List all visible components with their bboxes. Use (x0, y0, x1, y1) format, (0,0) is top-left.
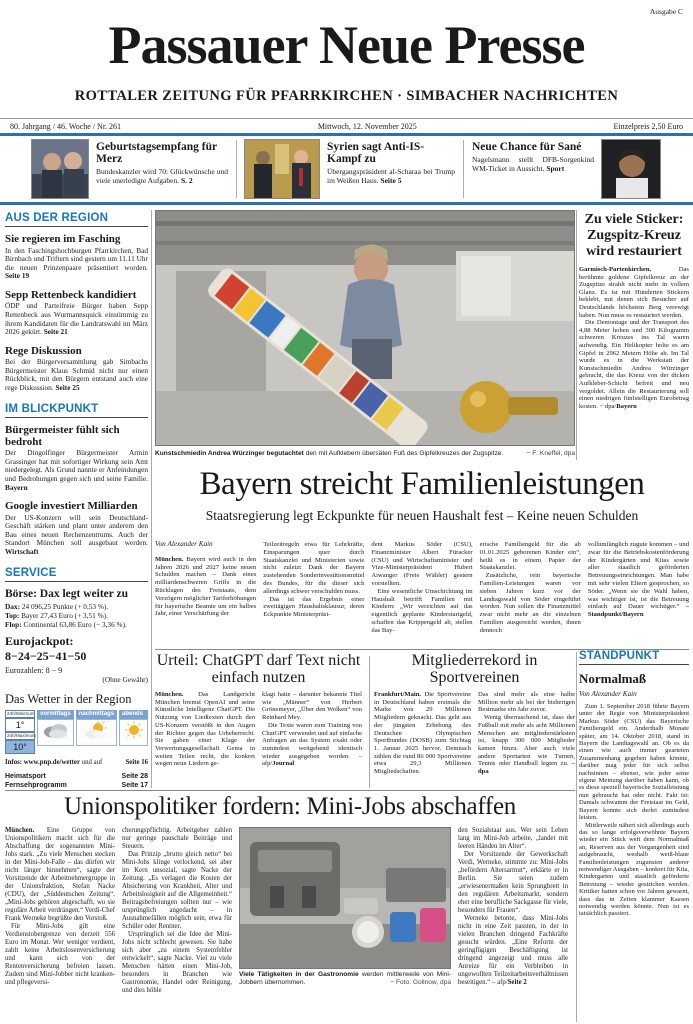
region-item (5, 345, 148, 393)
article-headline: Unionspolitiker fordern: Mini-Jobs abschaffen (64, 793, 516, 820)
main-photo (155, 210, 575, 446)
weather-box (5, 710, 148, 754)
teaser-syrien (323, 138, 459, 200)
min-value: 1° (5, 718, 35, 732)
disclaimer: (Ohne Gewähr) (102, 674, 148, 684)
boerse-title: Börse: Dax legt weiter zu (5, 587, 129, 600)
byline: Von Alexander Kain (155, 541, 213, 548)
caption-bold: Viele Tätigkeiten in der Gastronomie (239, 971, 359, 978)
dax-line (5, 602, 148, 611)
masthead-title: Passauer Neue Presse (108, 15, 585, 75)
standpunkt-title: Normalmaß (579, 671, 647, 686)
main-article-body (155, 541, 689, 649)
article-text: Die Sportvereine in Deutschland haben erstmals die Marke von 29 Millionen Mitgliedern geknackt. Das geht aus der jüngsten Erhebung des Deutschen Olympischen Sportbundes (DOSB) zum Stichtag 1. Januar 2025 hervor. Demnach zählen die rund 86 000 Sportvereine etwa 29,3 Millionen Mitgliedschaften. (374, 691, 471, 776)
teaser-text: Übergangspräsident al-Scharaa bei Trump im Weißen Haus. (327, 167, 455, 185)
section-heading-region: AUS DER REGION (5, 212, 148, 227)
info-label: Infos: (5, 758, 22, 766)
column-rule (369, 656, 370, 788)
masthead-subtitle: ROTTALER ZEITUNG FÜR PFARRKIRCHEN · SIMBACHER NACHRICHTEN (74, 88, 619, 104)
column-rule (576, 210, 577, 460)
page-ref: S. 2 (180, 176, 193, 185)
flop-value: Continental 63,86 Euro (− 3,36 %). (23, 619, 127, 629)
gastronomy-photo (239, 827, 451, 969)
article-headline: Zu viele Sticker: Zugspitz-Kreuz wird restauriert (584, 212, 684, 259)
article-text: vollumfänglich zugute kommen – und zwar für die Betriebskostenförderung der Kindergärten und Kitas sowie aller staatlich geförderten Betreuungseinrichtungen. Man habe mit sehr vielen Eltern gesprochen, so Söder. „Wenn sie die Wahl haben, was wichtiger ist, ist die Betreuung einfach auf Dauer wichtiger.“ (587, 541, 689, 611)
page-ref: Seite 21 (43, 327, 68, 337)
photo-credit: − F: Kneffel, dpa (526, 450, 575, 457)
index-block (5, 772, 148, 790)
caption-text: werden mittlerweile von Mini-Jobbern übernommen. (239, 971, 451, 986)
teaser-title: Neue Chance für Sané (472, 141, 582, 153)
main-subhead: Staatsregierung legt Eckpunkte für neuen Haushalt fest – Keine neuen Schulden (205, 508, 639, 523)
article-text: Zusätzliche, rein bayerische Familien-Leistungen waren vor sieben Jahren kurz vor der Landtagswahl von Söder eingeführt worden. Nun sollen die Finanzmittel zwar nicht mehr an die einzelnen Familien ausgereicht werden, ihnen dennoch (479, 572, 581, 634)
issue-info: 80. Jahrgang / 46. Woche / Nr. 261 (10, 122, 122, 131)
item-title: Sie regieren im Fasching (5, 233, 121, 245)
caption-text: den mit Aufklebern übersäten Fuß des Gipfelkreuzes der Zugspitze. (305, 450, 504, 457)
dateline (0, 118, 693, 131)
article-text: Teilzeitregeln etwa für Lehrkräfte, Einsparungen quer durch Staatskanzlei und Ministerien sowie nicht zuletzt Dank der Bayern zustehenden Sonderinvestitionsmittel des Bundes, für die dieser sich allerdings schwer verschulden muss. (263, 541, 365, 595)
dateline-lead: Garmisch-Partenkirchen. (579, 266, 652, 273)
cloud-icon (42, 721, 68, 744)
teaser-text: Bundeskanzler wird 70: Glückwünsche und viele unerledigte Aufgaben. (96, 167, 228, 185)
sun-icon (124, 721, 144, 744)
teaser-separator (236, 140, 237, 198)
page-ref: Seite 17 (121, 781, 148, 789)
signature-bold: Seite 2 (507, 979, 527, 986)
teaser-merz (92, 138, 232, 200)
teaser-title: Geburtstagsempfang für Merz (96, 141, 217, 165)
article-text: Eine Gruppe von Unionspolitikern macht sich für die Abschaffung der sogenannten Mini-Jobs stark. „Zu viele Menschen stecken in der Mini-Job-Falle – das dürfen wir nicht länger hinnehmen“, sagte der Vorsitzende der Arbeitnehmergruppe in der Unionsfraktion, Stefan Nacke (CDU), der „Süddeutschen Zeitung“. „Mini-Jobs gehören abgeschafft, wo sie reguläre Arbeit verdrängen.“ Verdi-Chef Frank Werneke begrüßte den Vorstoß. (5, 827, 115, 922)
sun-cloud-icon (83, 721, 109, 744)
section-heading-blickpunkt: IM BLICKPUNKT (5, 403, 148, 418)
sticker-article (579, 212, 689, 410)
teaser-rule (0, 202, 693, 205)
page-ref: Seite 25 (55, 383, 80, 393)
article-text: Für Mini-Jobs gilt eine Verdienstobergrenze von derzeit 556 Euro im Monat. Wer weniger verdient, zahlt keine Arbeitslosenversicherung und kann sich von der Rentenversicherung befreien lassen. Zudem sind Mini-Jobber nicht kranken- und pflegeversi- (5, 923, 115, 986)
chatgpt-article (155, 652, 362, 790)
index-row (5, 781, 148, 790)
main-photo-caption (155, 450, 575, 457)
index-label: Fernsehprogramm (5, 781, 67, 789)
article-text: dent Markus Söder (CSU), Finanzminister Albert Füracker (CSU) und Wirtschaftsminister und Vize-Ministerpräsident Hubert Aiwanger (Freie Wähler) gestern vorstellten. (371, 541, 473, 587)
section-heading-standpunkt: STANDPUNKT (579, 650, 689, 665)
weather-col-label: nachmittags (76, 710, 117, 719)
article-text: Das Landgericht München bremst OpenAI und seine Künstliche Intelligenz ChatGPT. Die Nutzung von Liedtexten durch den US-Konzern verstößt in den Augen der Richter gegen das Urheberrecht. Sie gaben einer Klage der Verwertungsgesellschaft Gema in weiten Teilen recht, die konkret wegen neun Liedern ge- (155, 691, 255, 768)
article-text: Die Demontage und der Transport des 4,88 Meter hohen und 300 Kilogramm schweren Kreuzes ins Tal waren aufwendig. Ein Helikopter holte es am Gipfel in 2962 Metern Höhe ab. Im Tal wurde es in die Werkstatt der Kunstschmiedin Andrea Würzinger gebracht, die das Kreuz von der dicken Aufkleber-Schicht befreit und neu vergoldet. Allein die Restaurierung soll einen niedrigen fünfstelligen Eurobetrag kosten. (579, 319, 689, 410)
top-label: Top: (5, 610, 20, 620)
weather-col-label: vormittags (37, 710, 74, 719)
blickpunkt-item (5, 500, 148, 556)
item-text: Bei der Bürgerversammlung gab Simbachs Bürgermeister Klaus Schmid nicht nur einen Rückblick, mit den Bürgern entstand auch eine rege Diskussion. (5, 357, 148, 393)
signature-bold: – dpa (478, 760, 575, 776)
signature-bold: Bayern (616, 402, 637, 410)
dax-value: 24 096,25 Punkte (+ 0,53 %). (21, 601, 109, 611)
signature: – afp/ (262, 752, 362, 768)
header-rule (0, 133, 693, 136)
date-info: Mittwoch, 12. November 2025 (317, 122, 417, 131)
article-text: Das sind mehr als eine halbe Million mehr als bei der bisherigen Bestmarke ein Jahr zuvor. (478, 691, 575, 714)
item-text: Der US-Konzern will sein Deutschland-Geschäft stärken und plant unter anderem den Bau eines neuen Rechenzentrums. Auch der Standort München soll ausgebaut werden. (5, 512, 148, 548)
minijob-photo-block (239, 827, 451, 995)
signature: – afp/ (491, 979, 508, 986)
page-ref: Seite 5 (380, 176, 402, 185)
main-headline: Bayern streicht Familienleistungen (199, 466, 645, 502)
section-rule (5, 790, 575, 791)
article-text: Zum 1. September 2018 führte Bayern unter der Regie von Ministerpräsident Markus Söder (CSU) das Bayerische Familiengeld ein. Anderthalb Monate später, am 14. Oktober 2018, stand in Bayern die Landtagswahl an. Ob es da einen wie auch immer gearteten Zusammenhang gegeben haben könnte, darüber mag jeder für sich selbst nachsinnen – ebenso, wie jeder seine eigene Meinung darüber haben kann, ob es diese speziell bayerische Sozialleistung nun gebraucht hat oder nicht. Fakt ist: Damals schwamm der Freistaat im Geld, Bayern konnte sich derlei zumindest leisten. (579, 703, 689, 822)
byline: Von Alexander Kain (579, 690, 637, 698)
article-text: Das Prinzip „brutto gleich netto“ bei Mini-Jobs klinge verlockend, sei aber im Kern unsozial, sagte Nacke der Zeitung. „Es verlagert die Kosten der Absicherung von Krankheit, Alter und Arbeitslosigkeit auf die Allgemeinheit.“ Beitragsbefreiungen sollten nur – wie ursprünglich angedacht – in Ausnahmefällen möglich sein, etwa für Schüler oder Rentner. (122, 851, 232, 930)
page-ref: Bayern (5, 482, 28, 492)
flop-line (5, 620, 148, 629)
signature: − dpa/ (599, 402, 617, 410)
dateline-lead: München. (155, 555, 184, 563)
teaser-separator (463, 140, 464, 198)
weather-col-evening (119, 710, 148, 754)
dax-label: Dax: (5, 601, 20, 611)
article-text: klagt hatte – darunter bekannte Titel wie „Männer“ von Herbert Grönemeyer, „Über den Wolken“ von Reinhard Mey. (262, 691, 362, 722)
page-ref: Seite 19 (5, 271, 30, 281)
dateline-lead: Frankfurt/Main. (374, 691, 422, 698)
article-text: Wenig überraschend ist, dass der Fußball mit mehr als acht Millionen Menschen am mitgliederstärksten ist, knapp 300 000 Mitglieder kamen hinzu. Aber auch viele andere Sportarten wie Turnen, Tennis oder Handball legten zu. (478, 714, 575, 768)
article-text: cherungspflichtig. Arbeitgeber zahlen nur geringe pauschale Beiträge und Steuern. (122, 827, 232, 850)
sport-article (374, 652, 575, 790)
article-text: den Sozialstaat aus. Wer sein Leben lang im Mini-Job arbeite, „landet mit leeren Händen im Alter“. (458, 827, 568, 850)
signature-bold: – Standpunkt/Bayern (587, 603, 689, 619)
page-ref: Seite 28 (121, 772, 148, 780)
page-ref: Seite 16 (125, 758, 148, 766)
region-item (5, 233, 148, 281)
item-title: Rege Diskussion (5, 344, 82, 357)
eurojackpot: Eurojackpot: 8−24−25−41−50 (5, 633, 87, 663)
index-label: Heimatsport (5, 772, 46, 780)
article-text: Die Texte waren zum Training von ChatGPT verwendet und auf einfache Anfragen an das System exakt oder zumindest weitgehend identisch wieder ausgegeben worden. (262, 721, 362, 760)
column-rule (151, 210, 152, 788)
weather-title: Das Wetter in der Region (5, 691, 132, 706)
article-text: Das berühmte goldene Gipfelkreuz an der Zugspitze strahlt nicht mehr in vollem Glanz. Es ist mit Hunderten Stickern beklebt, mit denen sich Besucher auf Deutschlands höchstem Berg verewigt haben. Nun muss es restauriert werden. (579, 266, 689, 319)
article-text: erische Familiengeld für die ab 01.01.2025 geborenen Kinder ein“, heißt es in einem Papier der Staatskanzlei. (479, 541, 581, 572)
weather-info-line (5, 759, 148, 766)
photo-caption (239, 971, 451, 987)
article-headline: Mitgliederrekord in Sportvereinen (411, 652, 538, 686)
weather-col-morning (37, 710, 74, 754)
minijob-article (5, 793, 575, 1022)
teaser-text: Nagelsmann stellt DFB-Sorgenkind WM-Ticket in Aussicht. (472, 155, 594, 173)
article-text: Der Vorsitzende der Gewerkschaft Verdi, Werneke, stimmte zu: Mini-Jobs „befördern Altersarmut“, erklärte er in Berlin. Sie seien zudem „erwiesenermaßen kein Sprungbrett in den regulären Arbeitsmarkt, sondern eher eine berufliche Sackgasse für viele, besonders für Frauen“. (458, 851, 568, 914)
article-text: Werneke betonte, dass Mini-Jobs nicht in eine Zeit passten, in der in vielen Branchen dringend Fachkräfte gesucht würden. „Eine Reform der geringfügigen Beschäftigung ist dringend angezeigt und muss alle Anreize für ein Verbleiben in ungewollten Teilzeitarbeitsverhältnissen beseitigen.“ (458, 915, 568, 986)
item-title: Google investiert Milliarden (5, 500, 138, 513)
article-text: Eine wesentliche Umschichtung im Haushalt betrifft Familien mit Kindern: „Wir verzichten auf das eigentlich geplante Kinderstartgeld, schaffen das Krippengeld ab, stellen das Bay- (371, 587, 473, 634)
item-title: Bürgermeister fühlt sich bedroht (5, 423, 120, 448)
column-rule (576, 652, 577, 1022)
eurozahlen: Eurozahlen: 8 − 9 (5, 665, 63, 675)
standpunkt-column (579, 650, 689, 1022)
edition-label: Ausgabe C (649, 7, 683, 16)
index-row (5, 772, 148, 781)
weather-col-afternoon (76, 710, 117, 754)
flop-label: Flop: (5, 619, 22, 629)
top-line (5, 611, 148, 620)
article-text: Das ist das Ergebnis einer zweitägigen Haushaltsklausur, deren Eckpunkte Ministerpräsi- (263, 595, 365, 619)
article-text: Ursprünglich sei die Idee der Mini-Jobs nicht schlecht gewesen. Sie habe sich aber „zu einem Systemfehler entwickelt“, sagte Nacke. Viel zu viele Menschen hätten einen Mini-Job, besonders in Branchen wie Gastronomie, Handel oder Reinigung, und dies höhle (122, 931, 232, 994)
item-text: ÖDP und Parteifreie Bürger haben Sepp Rettenbeck aus Wurmannsquick einstimmig zu ihrem Kandidaten für die Landratswahl im März 2026 gekürt. (5, 301, 148, 337)
max-label: 24h/Maximum (7, 733, 36, 739)
left-sidebar (5, 212, 148, 790)
section-heading-service: SERVICE (5, 567, 148, 582)
weather-url: www.pnp.de/wetter (23, 758, 80, 766)
price-info: Einzelpreis 2,50 Euro (613, 122, 683, 131)
article-headline: Urteil: ChatGPT darf Text nicht einfach nutzen (156, 652, 361, 686)
teaser-title: Syrien sagt Anti-IS-Kampf zu (327, 141, 425, 165)
teaser-photo-syrien (244, 139, 320, 199)
item-text: In den Faschingshochburgen Pfarrkirchen, Bad Birnbach und Triftern sind gestern um 11.11 Uhr die neuen Prinzenpaare präsentiert worden. (5, 245, 148, 272)
teaser-photo-merz (31, 139, 89, 199)
min-label: 24h/Minimum (7, 711, 35, 717)
blickpunkt-item (5, 424, 148, 492)
page-ref: Sport (546, 164, 565, 173)
signature-bold: Journal (272, 760, 295, 768)
article-text: Bayern wird auch in den Jahren 2026 und 2027 keine neuen Schulden machen – Dank eines milliardenschweren Griffs in die Rücklagen des Freistaats, dem Verzögern möglicher Tariferhöhungen für bayerische Beamte um ein halbes Jahr, einer Verschärfung der (155, 555, 257, 618)
main-article-head (155, 468, 689, 524)
teaser-photo-sane (601, 139, 661, 199)
dateline-lead: München. (155, 691, 184, 698)
weather-col-label: abends (119, 710, 148, 719)
item-title: Sepp Rettenbeck kandidiert (5, 288, 137, 301)
teaser-sane (468, 138, 598, 200)
region-item (5, 289, 148, 337)
photo-credit: − Foto: Gollnow, dpa (390, 979, 451, 986)
article-text: Mittlerweile nähert sich allerdings auch das so lange erfolgsverwöhnte Bayern wieder ein Stück weit dem Normalmaß an, Reserven aus der Vergangenheit sind aufgebraucht, weshalb weiß-blaue Familienleistungen zugunsten anderer notwendiger Ausgaben – konkret für Kita, Kindergarten und staatlich geförderte Betreuung – wieder gestrichen werden. Kritiker hatten schon vor Jahren gewarnt, dass das in Zeiten klammer Kassen notwendig werden könnte. Nun ist es tatsächlich passiert. (579, 821, 689, 918)
top-value: Bayer 27,43 Euro (+ 3,51 %). (21, 610, 108, 620)
page-ref: Wirtschaft (5, 546, 39, 556)
teaser-row (0, 138, 693, 200)
dateline-lead: München. (5, 827, 35, 834)
item-text: Der Dingolfinger Bürgermeister Armin Grassinger hat mit sofortiger Wirkung sein Amt niedergelegt. Als Grund nannte er Anfeindungen und Bedrohungen gegen sich und seine Familie. (5, 448, 148, 483)
caption-bold: Kunstschmiedin Andrea Würzinger begutachtet (155, 450, 304, 457)
max-value: 10° (5, 740, 35, 754)
info-mid: und auf (81, 758, 103, 766)
weather-minmax (5, 710, 35, 754)
